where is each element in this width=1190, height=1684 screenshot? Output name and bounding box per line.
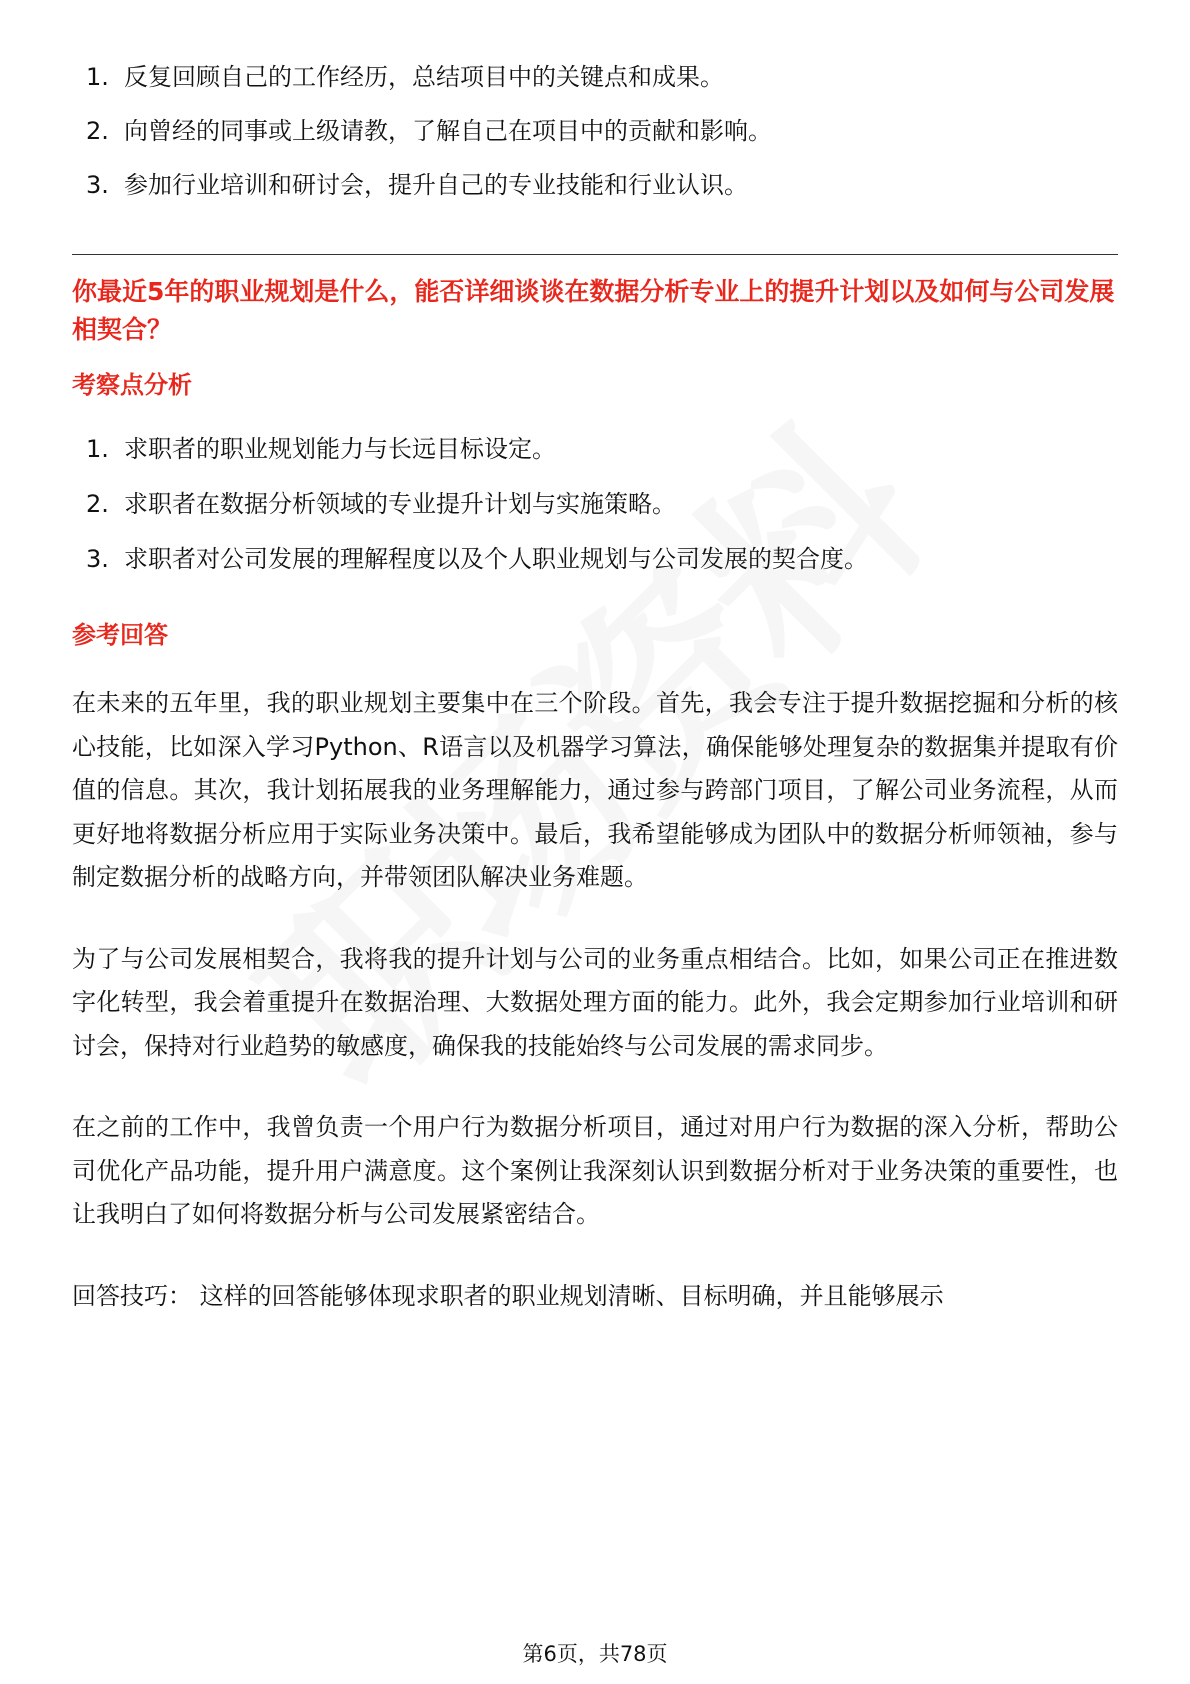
analysis-heading: 考察点分析 — [72, 371, 192, 399]
question-heading: 你最近5年的职业规划是什么，能否详细谈谈在数据分析专业上的提升计划以及如何与公司发展相契合？ — [72, 277, 1115, 344]
page-number: 第6页，共78页 — [522, 1642, 668, 1666]
list-item: 1. 反复回顾自己的工作经历，总结项目中的关键点和成果。 — [86, 63, 724, 91]
answer-paragraph: 在之前的工作中，我曾负责一个用户行为数据分析项目，通过对用户行为数据的深入分析，帮助公司优化产品功能，提升用户满意度。这个案例让我深刻认识到数据分析对于业务决策的重要性，也让我明白了如何将数据分析与公司发展紧密结合。 — [72, 1113, 1118, 1228]
answer-paragraph: 在未来的五年里，我的职业规划主要集中在三个阶段。首先，我会专注于提升数据挖掘和分析的核心技能，比如深入学习Python、R语言以及机器学习算法，确保能够处理复杂的数据集并提取有价值的信息。其次，我计划拓展我的业务理解能力，通过参与跨部门项目，了解公司业务流程，从而更好地将数据分析应用于实际业务决策中。最后，我希望能够成为团队中的数据分析师领袖，参与制定数据分析的战略方向，并带领团队解决业务难题。 — [72, 689, 1118, 891]
analysis-list — [72, 432, 1118, 576]
list-item: 2. 向曾经的同事或上级请教，了解自己在项目中的贡献和影响。 — [86, 117, 772, 145]
page-content — [72, 0, 1118, 1318]
list-item: 3. 求职者对公司发展的理解程度以及个人职业规划与公司发展的契合度。 — [86, 545, 868, 573]
section-divider — [72, 254, 1118, 255]
list-item: 3. 参加行业培训和研讨会，提升自己的专业技能和行业认识。 — [86, 171, 748, 199]
list-item: 2. 求职者在数据分析领域的专业提升计划与实施策略。 — [86, 490, 676, 518]
answer-heading: 参考回答 — [72, 621, 168, 649]
intro-list — [72, 60, 1118, 202]
answer-paragraph: 为了与公司发展相契合，我将我的提升计划与公司的业务重点相结合。比如，如果公司正在推进数字化转型，我会着重提升在数据治理、大数据处理方面的能力。此外，我会定期参加行业培训和研讨会，保持对行业趋势的敏感度，确保我的技能始终与公司发展的需求同步。 — [72, 944, 1118, 1060]
list-item: 1. 求职者的职业规划能力与长远目标设定。 — [86, 435, 556, 463]
answer-tip: 回答技巧： 这样的回答能够体现求职者的职业规划清晰、目标明确，并且能够展示 — [72, 1281, 944, 1310]
